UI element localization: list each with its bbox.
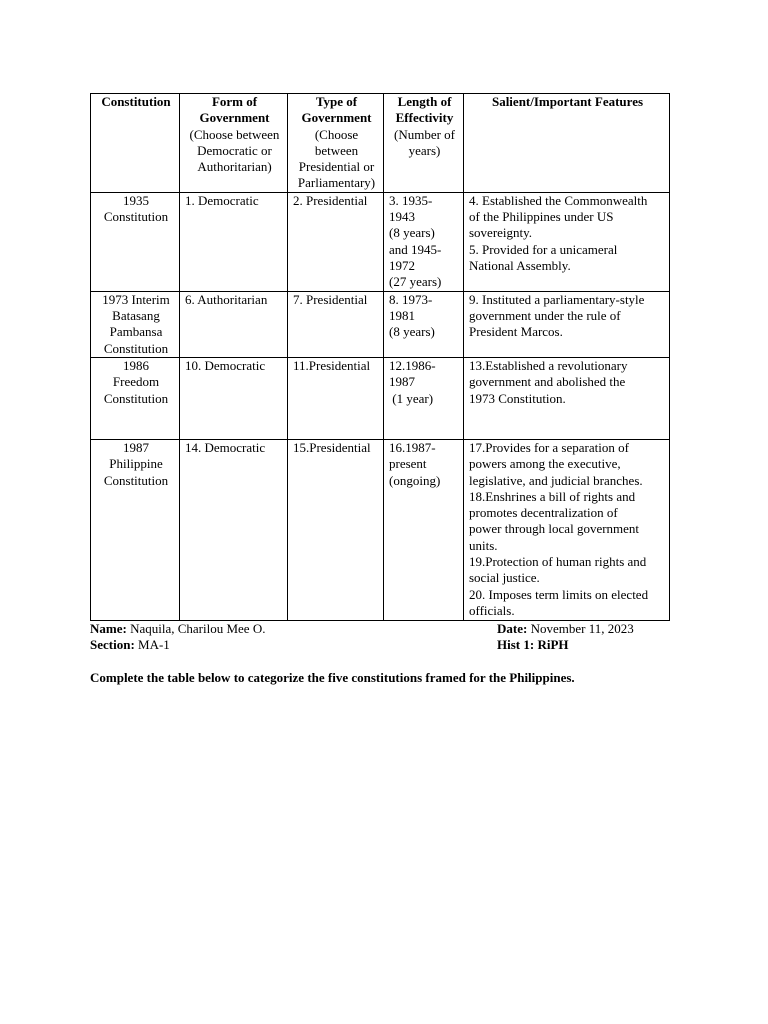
- cell-features: 13.Established a revolutionary government and abolished the 1973 Constitution.: [464, 357, 670, 439]
- student-section: [90, 637, 170, 653]
- cell-features: 9. Instituted a parliamentary-style government under the rule of President Marcos.: [464, 291, 670, 357]
- cell-length: 12.1986- 1987 (1 year): [384, 357, 464, 439]
- header-length-of-effectivity: Length of Effectivity (Number of years): [384, 94, 464, 193]
- cell-constitution-name: 1973 Interim Batasang Pambansa Constitution: [91, 291, 180, 357]
- constitutions-table: [90, 93, 670, 621]
- table-row-1935: [91, 192, 670, 291]
- cell-constitution-name: 1935 Constitution: [91, 192, 180, 291]
- student-name: [90, 621, 265, 637]
- course-code: Hist 1: RiPH: [497, 637, 569, 652]
- cell-type: 15.Presidential: [288, 439, 384, 620]
- cell-features: 17.Provides for a separation of powers among the executive, legislative, and judicial branches. 18.Enshrines a bill of rights and promotes decentralization of power through local government units. 19.Protection of human rights and social justice. 20. Imposes term limits on elected officials.: [464, 439, 670, 620]
- cell-length: 3. 1935- 1943 (8 years) and 1945- 1972 (27 years): [384, 192, 464, 291]
- cell-form: 10. Democratic: [180, 357, 288, 439]
- cell-constitution-name: 1987 Philippine Constitution: [91, 439, 180, 620]
- cell-length: 8. 1973- 1981 (8 years): [384, 291, 464, 357]
- name-value: Naquila, Charilou Mee O.: [126, 621, 266, 636]
- cell-features: 4. Established the Commonwealth of the Philippines under US sovereignty. 5. Provided for a unicameral National Assembly.: [464, 192, 670, 291]
- date-value: November 11, 2023: [527, 621, 634, 636]
- section-label: Section:: [90, 637, 135, 652]
- instruction-text: Complete the table below to categorize the five constitutions framed for the Philippines.: [90, 670, 575, 685]
- cell-type: 7. Presidential: [288, 291, 384, 357]
- table-header-row: [91, 94, 670, 193]
- cell-constitution-name: 1986 Freedom Constitution: [91, 357, 180, 439]
- cell-length: 16.1987- present (ongoing): [384, 439, 464, 620]
- section-value: MA-1: [134, 637, 170, 652]
- table-row-1986: [91, 357, 670, 439]
- cell-type: 11.Presidential: [288, 357, 384, 439]
- header-type-of-government: Type of Government (Choose between Presidential or Parliamentary): [288, 94, 384, 193]
- cell-form: 6. Authoritarian: [180, 291, 288, 357]
- table-row-1987: [91, 439, 670, 620]
- submission-date: [497, 621, 634, 637]
- date-label: Date:: [497, 621, 528, 636]
- cell-type: 2. Presidential: [288, 192, 384, 291]
- cell-form: 1. Democratic: [180, 192, 288, 291]
- header-constitution: Constitution: [91, 94, 180, 193]
- name-label: Name:: [90, 621, 127, 636]
- cell-form: 14. Democratic: [180, 439, 288, 620]
- header-form-of-government: Form of Government (Choose between Democratic or Authoritarian): [180, 94, 288, 193]
- table-row-1973: [91, 291, 670, 357]
- header-salient-features: Salient/Important Features: [464, 94, 670, 193]
